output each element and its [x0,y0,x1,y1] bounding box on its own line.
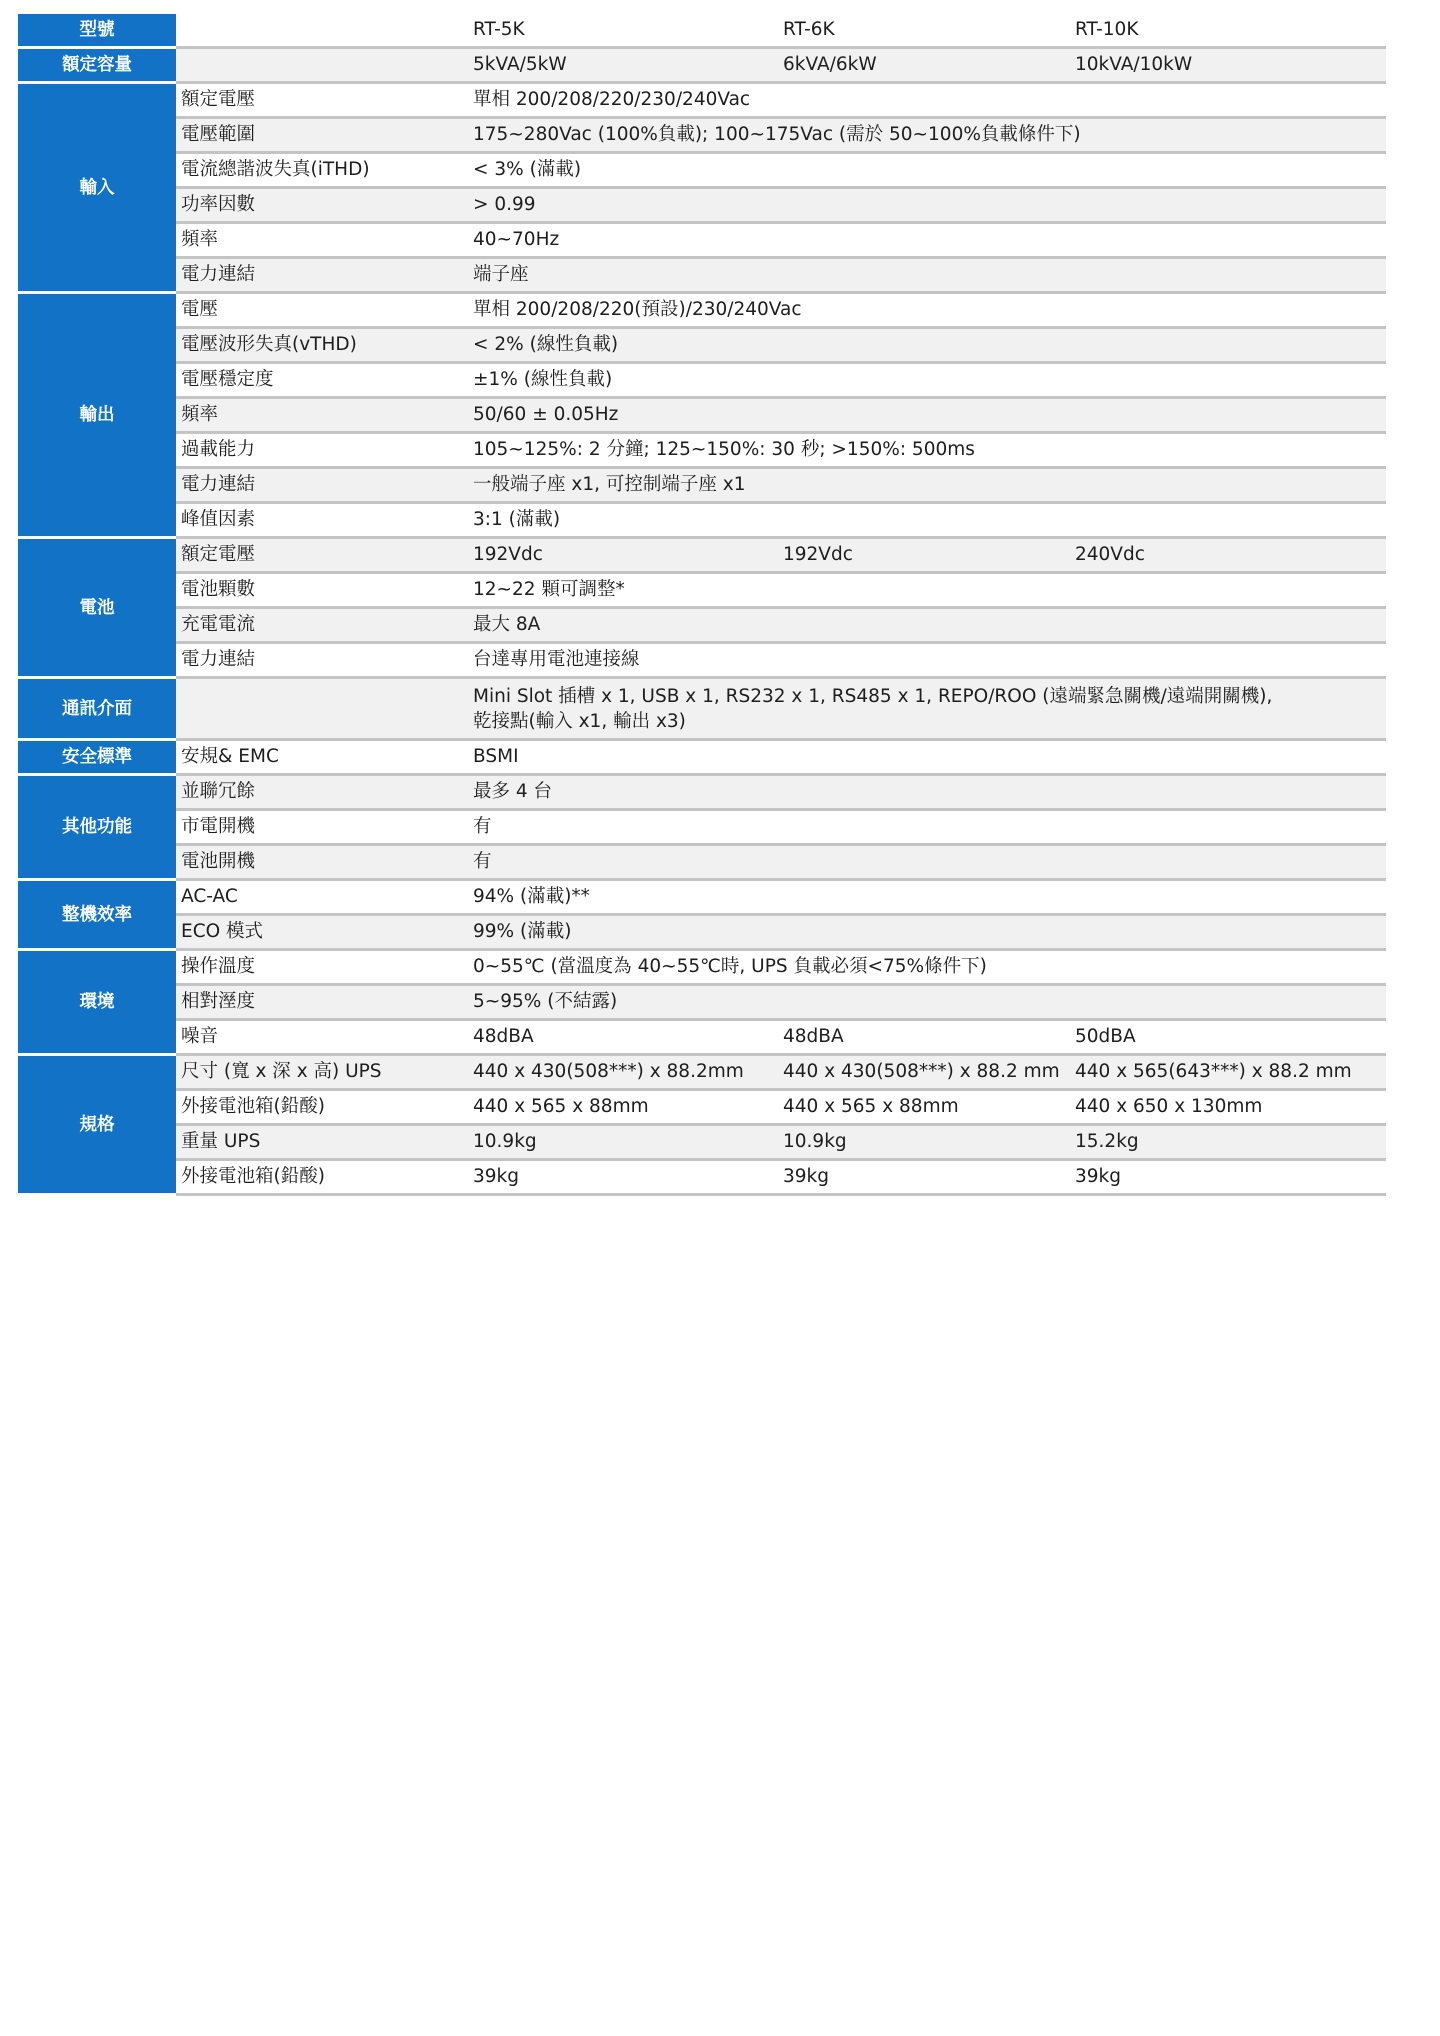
spec-row [18,1056,1386,1091]
spec-value: 有 [468,846,1386,881]
comm-line: Mini Slot 插槽 x 1, USB x 1, RS232 x 1, RS485 x 1, REPO/ROO (遠端緊急關機/遠端開關機), [473,685,1273,707]
model-header: 型號 [18,14,176,49]
spec-label: 過載能力 [176,434,468,469]
spec-value: 440 x 430(508***) x 88.2 mm [778,1056,1070,1091]
other-category: 其他功能 [18,776,176,881]
spec-value: 0~55℃ (當溫度為 40~55℃時, UPS 負載必須<75%條件下) [468,951,1386,986]
spec-label: 電力連結 [176,259,468,294]
spec-value: 175~280Vac (100%負載); 100~175Vac (需於 50~100%負載條件下) [468,119,1386,154]
spec-row [18,986,1386,1021]
capacity-value: 5kVA/5kW [468,49,778,84]
capacity-row [18,49,1386,84]
spec-row [18,644,1386,679]
spec-row [18,84,1386,119]
spec-value: 440 x 430(508***) x 88.2mm [468,1056,778,1091]
spec-value: BSMI [468,741,1386,776]
spec-row [18,1126,1386,1161]
spec-value: 48dBA [778,1021,1070,1056]
spec-label: 相對溼度 [176,986,468,1021]
spec-label: 安規& EMC [176,741,468,776]
empty-cell [176,49,468,84]
efficiency-category: 整機效率 [18,881,176,951]
spec-value: 最大 8A [468,609,1386,644]
spec-value: 單相 200/208/220/230/240Vac [468,84,1386,119]
spec-value: 單相 200/208/220(預設)/230/240Vac [468,294,1386,329]
spec-value: 端子座 [468,259,1386,294]
model-row [18,14,1386,49]
spec-value: 50dBA [1070,1021,1386,1056]
spec-row [18,1091,1386,1126]
capacity-header: 額定容量 [18,49,176,84]
capacity-value: 10kVA/10kW [1070,49,1386,84]
spec-value: 99% (滿載) [468,916,1386,951]
spec-label: 電壓穩定度 [176,364,468,399]
spec-category: 規格 [18,1056,176,1196]
spec-label: 操作溫度 [176,951,468,986]
safety-category: 安全標準 [18,741,176,776]
spec-value: 一般端子座 x1, 可控制端子座 x1 [468,469,1386,504]
spec-label: 峰值因素 [176,504,468,539]
comm-category: 通訊介面 [18,679,176,741]
spec-row [18,609,1386,644]
spec-row [18,951,1386,986]
spec-value: 48dBA [468,1021,778,1056]
spec-value: 有 [468,811,1386,846]
spec-value: 440 x 565 x 88mm [778,1091,1070,1126]
spec-row [18,811,1386,846]
empty-cell [176,679,468,741]
spec-row [18,916,1386,951]
spec-row [18,119,1386,154]
spec-label: 外接電池箱(鉛酸) [176,1161,468,1196]
spec-table [18,14,1386,1196]
spec-value: 440 x 565(643***) x 88.2 mm [1070,1056,1386,1091]
spec-row [18,741,1386,776]
output-category: 輸出 [18,294,176,539]
spec-label: 電力連結 [176,469,468,504]
model-name: RT-10K [1070,14,1386,49]
spec-value: 50/60 ± 0.05Hz [468,399,1386,434]
spec-row [18,189,1386,224]
spec-row [18,846,1386,881]
spec-label: 頻率 [176,224,468,259]
spec-row [18,574,1386,609]
spec-value [468,679,1386,741]
model-name: RT-5K [468,14,778,49]
environment-category: 環境 [18,951,176,1056]
spec-value: 台達專用電池連接線 [468,644,1386,679]
spec-value: 240Vdc [1070,539,1386,574]
spec-value: 94% (滿載)** [468,881,1386,916]
spec-label: 並聯冗餘 [176,776,468,811]
spec-label: 額定電壓 [176,539,468,574]
spec-label: 重量 UPS [176,1126,468,1161]
spec-label: 電力連結 [176,644,468,679]
spec-value: 3:1 (滿載) [468,504,1386,539]
spec-value: 39kg [778,1161,1070,1196]
spec-row [18,364,1386,399]
spec-label: 尺寸 (寬 x 深 x 高) UPS [176,1056,468,1091]
spec-value: 192Vdc [468,539,778,574]
spec-label: 噪音 [176,1021,468,1056]
spec-label: 電池開機 [176,846,468,881]
input-category: 輸入 [18,84,176,294]
spec-value: 105~125%: 2 分鐘; 125~150%: 30 秒; >150%: 500ms [468,434,1386,469]
spec-row [18,539,1386,574]
spec-row [18,259,1386,294]
spec-value: 10.9kg [778,1126,1070,1161]
spec-value: 最多 4 台 [468,776,1386,811]
spec-value: 5~95% (不結露) [468,986,1386,1021]
empty-cell [176,14,468,49]
spec-row [18,469,1386,504]
spec-value: < 2% (線性負載) [468,329,1386,364]
spec-value: 39kg [1070,1161,1386,1196]
spec-row [18,881,1386,916]
comm-line: 乾接點(輸入 x1, 輸出 x3) [473,710,686,732]
spec-label: 外接電池箱(鉛酸) [176,1091,468,1126]
spec-value: 39kg [468,1161,778,1196]
spec-label: 頻率 [176,399,468,434]
spec-label: 電流總諧波失真(iTHD) [176,154,468,189]
spec-value: < 3% (滿載) [468,154,1386,189]
spec-value: 15.2kg [1070,1126,1386,1161]
spec-row [18,504,1386,539]
spec-row [18,329,1386,364]
spec-value: 12~22 顆可調整* [468,574,1386,609]
spec-label: 市電開機 [176,811,468,846]
capacity-value: 6kVA/6kW [778,49,1070,84]
spec-value: 40~70Hz [468,224,1386,259]
spec-label: 功率因數 [176,189,468,224]
spec-row [18,1161,1386,1196]
spec-label: 電壓波形失真(vTHD) [176,329,468,364]
spec-label: 額定電壓 [176,84,468,119]
spec-row [18,399,1386,434]
spec-row [18,224,1386,259]
spec-label: 電壓 [176,294,468,329]
spec-value: > 0.99 [468,189,1386,224]
spec-value: 440 x 565 x 88mm [468,1091,778,1126]
spec-label: 充電電流 [176,609,468,644]
spec-row [18,434,1386,469]
battery-category: 電池 [18,539,176,679]
spec-row [18,776,1386,811]
spec-label: ECO 模式 [176,916,468,951]
model-name: RT-6K [778,14,1070,49]
spec-row [18,294,1386,329]
spec-label: 電池顆數 [176,574,468,609]
spec-label: AC-AC [176,881,468,916]
spec-row [18,1021,1386,1056]
spec-value: 440 x 650 x 130mm [1070,1091,1386,1126]
spec-label: 電壓範圍 [176,119,468,154]
spec-value: ±1% (線性負載) [468,364,1386,399]
spec-row [18,679,1386,741]
spec-value: 10.9kg [468,1126,778,1161]
spec-row [18,154,1386,189]
spec-value: 192Vdc [778,539,1070,574]
